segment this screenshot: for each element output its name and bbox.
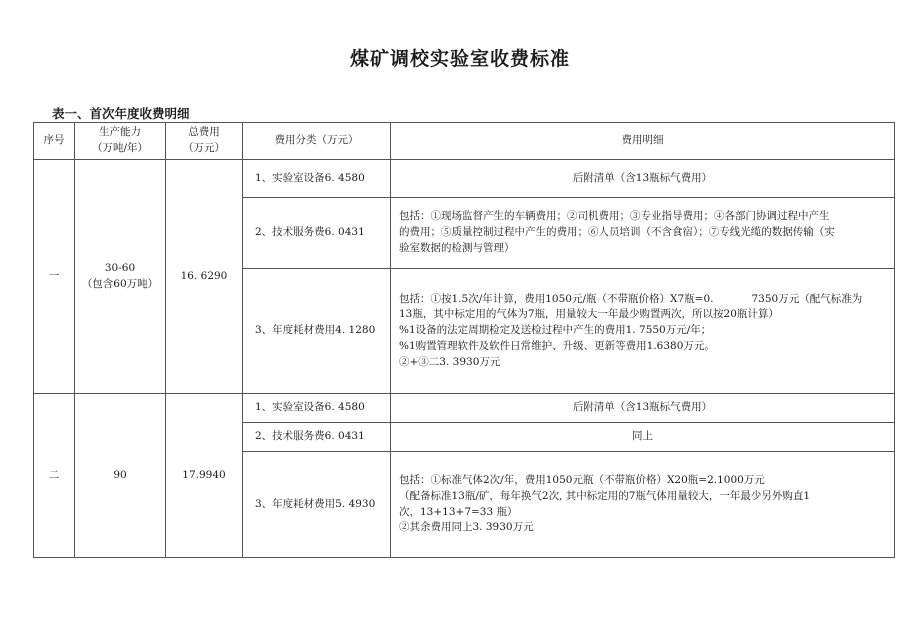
detail-line: 13瓶，其中标定用的气体为7瓶，用量较大一年最少购置两次，所以按20瓶计算）	[399, 308, 779, 321]
detail-cell: 同上	[391, 423, 895, 452]
category-cell: 1、实验室设备6. 4580	[243, 160, 391, 198]
detail-line: （配备标准13瓶/矿，每年换气2次, 其中标定用的7瓶气体用量较大，一年最少另外购直1	[399, 489, 811, 502]
header-total-line1: 总费用	[188, 126, 220, 139]
category-cell: 2、技术服务费6. 0431	[243, 198, 391, 269]
detail-line: ②其余费用同上3. 3930万元	[399, 521, 534, 534]
table-row	[34, 394, 895, 423]
seq-cell: 一	[34, 160, 75, 394]
detail-cell	[391, 452, 895, 558]
detail-line: %1设备的法定周期检定及送检过程中产生的费用1. 7550万元/年；	[399, 324, 712, 337]
header-total-line2: （万元）	[183, 142, 225, 154]
category-cell: 2、技术服务费6. 0431	[243, 423, 391, 452]
detail-line: 包括：①标准气体2次/年，费用1050元瓶（不带瓶价格）X20瓶=2.1000万元	[399, 474, 765, 486]
detail-line	[399, 292, 886, 308]
table-header-row	[34, 123, 895, 160]
detail-cell	[391, 198, 895, 269]
capacity-value: 30-60	[104, 261, 136, 274]
header-detail: 费用明细	[391, 123, 895, 160]
detail-line: 包括：①现场监督产生的车辆费用；②司机费用；③专业指导费用；④各部门协调过程中产生	[399, 210, 830, 223]
detail-line: 验室数据的检测与管理）	[399, 241, 515, 254]
category-cell: 3、年度耗材费用4. 1280	[243, 269, 391, 394]
capacity-cell	[75, 160, 166, 394]
detail-line-part: 包括：①按1.5次/年计算，费用1050元/瓶（不带瓶价格）X7瓶=0.	[399, 292, 714, 305]
detail-line: 的费用；⑤质量控制过程中产生的费用；⑥人员培训（不含食宿）；⑦专线光缆的数据传输（实	[399, 226, 835, 239]
header-capacity-line2: （万吨/年）	[91, 142, 149, 154]
capacity-cell	[75, 394, 166, 558]
header-seq: 序号	[34, 123, 75, 160]
header-total	[166, 123, 243, 160]
header-category: 费用分类（万元）	[243, 123, 391, 160]
detail-cell	[391, 269, 895, 394]
table-caption: 表一、首次年度收费明细	[52, 106, 190, 121]
category-cell: 3、年度耗材费用5. 4930	[243, 452, 391, 558]
seq-cell: 二	[34, 394, 75, 558]
total-cell: 17.9940	[166, 394, 243, 558]
page-title: 煤矿调校实验室收费标准	[349, 48, 570, 70]
detail-line: 次，13+13+7=33 瓶）	[399, 505, 518, 518]
detail-line: ②+③二3. 3930万元	[399, 355, 501, 368]
header-capacity	[75, 123, 166, 160]
detail-line: %1购置管理软件及软件日常维护、升级、更新等费用1.6380万元。	[399, 339, 715, 352]
fee-table	[33, 122, 895, 558]
detail-line-part: 7350万元（配气标准为	[751, 292, 863, 305]
detail-cell: 后附清单（含13瓶标气费用）	[391, 160, 895, 198]
category-cell: 1、实验室设备6. 4580	[243, 394, 391, 423]
capacity-note: （包含60万吨）	[81, 277, 159, 290]
table-row	[34, 160, 895, 198]
capacity-value: 90	[113, 468, 127, 481]
total-cell: 16. 6290	[166, 160, 243, 394]
header-capacity-line1: 生产能力	[99, 126, 141, 139]
detail-cell: 后附清单（含13瓶标气费用）	[391, 394, 895, 423]
